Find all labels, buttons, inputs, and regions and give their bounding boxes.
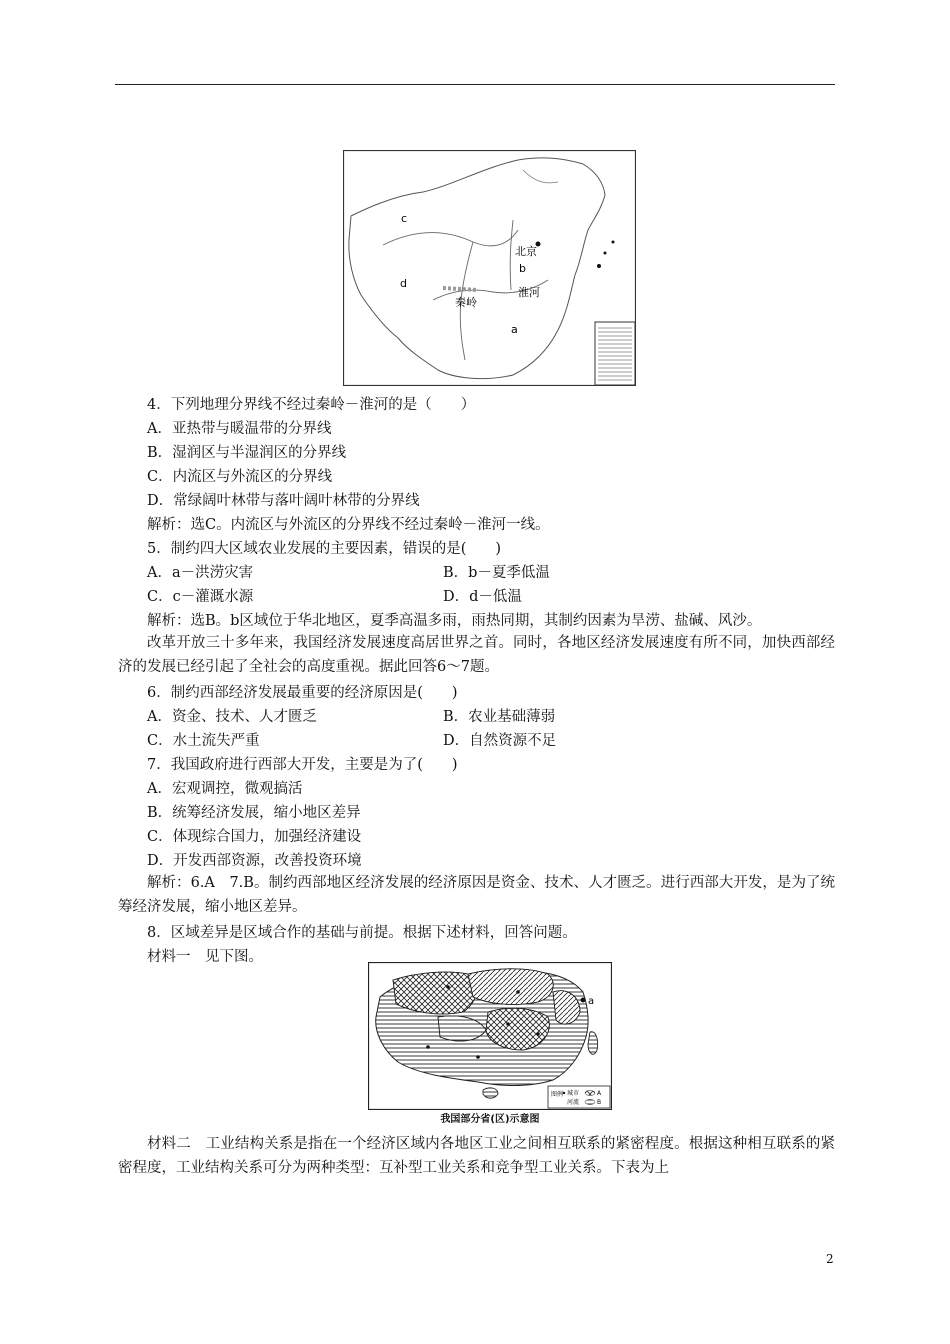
- map2-legend-city: 城市: [567, 1090, 580, 1097]
- q7-option-b: B．统筹经济发展，缩小地区差异: [147, 805, 361, 821]
- q4-option-d: D．常绿阔叶林带与落叶阔叶林带的分界线: [147, 493, 420, 509]
- intro-6-7: 改革开放三十多年来，我国经济发展速度高居世界之首。同时，各地区经济发展速度有所不同，加快西部经济的发展已经引起了全社会的高度重视。据此回答6～7题。: [118, 635, 835, 675]
- q5-option-d: D．d－低温: [443, 589, 522, 605]
- q4-stem: 4．下列地理分界线不经过秦岭－淮河的是（ ）: [147, 397, 476, 413]
- map2-legend-a: A: [597, 1090, 602, 1097]
- q5-option-c: C．c－灌溉水源: [147, 589, 254, 605]
- map1-label: 北京: [515, 245, 537, 258]
- map1-label: 淮河: [518, 286, 540, 299]
- q6-option-b: B．农业基础薄弱: [443, 709, 556, 725]
- q4-option-c: C．内流区与外流区的分界线: [147, 469, 333, 485]
- map1-label: c: [401, 212, 408, 225]
- q8-material-1: 材料一 见下图。: [147, 949, 263, 965]
- map1-label: b: [519, 262, 526, 275]
- map1-label: 秦岭: [455, 296, 477, 309]
- q6-option-d: D．自然资源不足: [443, 733, 557, 749]
- header-rule: [115, 84, 835, 85]
- page-number: 2: [826, 1252, 834, 1266]
- q6-stem: 6．制约西部经济发展最重要的经济原因是( ): [147, 685, 458, 701]
- map2-caption: 我国部分省(区)示意图: [440, 1114, 540, 1125]
- q7-stem: 7．我国政府进行西部大开发，主要是为了( ): [147, 757, 458, 773]
- q7-option-d: D．开发西部资源，改善投资环境: [147, 853, 362, 869]
- q5-analysis: 解析：选B。b区域位于华北地区，夏季高温多雨，雨热同期，其制约因素为旱涝、盐碱、风沙。: [147, 613, 762, 629]
- provinces-map: [368, 962, 612, 1110]
- q8-material-2: 材料二 工业结构关系是指在一个经济区域内各地区工业之间相互联系的紧密程度。根据这种相互联系的紧密程度，工业结构关系可分为两种类型：互补型工业关系和竞争型工业关系。下表为上: [118, 1136, 835, 1176]
- q5-stem: 5．制约四大区域农业发展的主要因素，错误的是( ): [147, 541, 502, 557]
- map2-legend-river: 河流: [567, 1099, 580, 1106]
- map2-legend-b: B: [597, 1099, 602, 1106]
- map2-marker-a: a: [588, 996, 595, 1007]
- q4-option-a: A．亚热带与暖温带的分界线: [147, 421, 332, 437]
- map1-label: a: [511, 323, 518, 336]
- q7-option-c: C．体现综合国力，加强经济建设: [147, 829, 362, 845]
- china-regions-map: [343, 150, 636, 386]
- q5-option-b: B．b－夏季低温: [443, 565, 550, 581]
- q7-option-a: A．宏观调控，微观搞活: [147, 781, 303, 797]
- q4-analysis: 解析：选C。内流区与外流区的分界线不经过秦岭－淮河一线。: [147, 517, 550, 533]
- map2-legend-title: 图例: [551, 1091, 564, 1098]
- q4-option-b: B．湿润区与半湿润区的分界线: [147, 445, 347, 461]
- q8-stem: 8．区域差异是区域合作的基础与前提。根据下述材料，回答问题。: [147, 925, 577, 941]
- q6-option-c: C．水土流失严重: [147, 733, 260, 749]
- map1-label: d: [400, 277, 407, 290]
- q6-option-a: A．资金、技术、人才匮乏: [147, 709, 317, 725]
- analysis-6-7: 解析：6.A 7.B。制约西部地区经济发展的经济原因是资金、技术、人才匮乏。进行西部大开发，是为了统筹经济发展，缩小地区差异。: [118, 875, 835, 915]
- q5-option-a: A．a－洪涝灾害: [147, 565, 254, 581]
